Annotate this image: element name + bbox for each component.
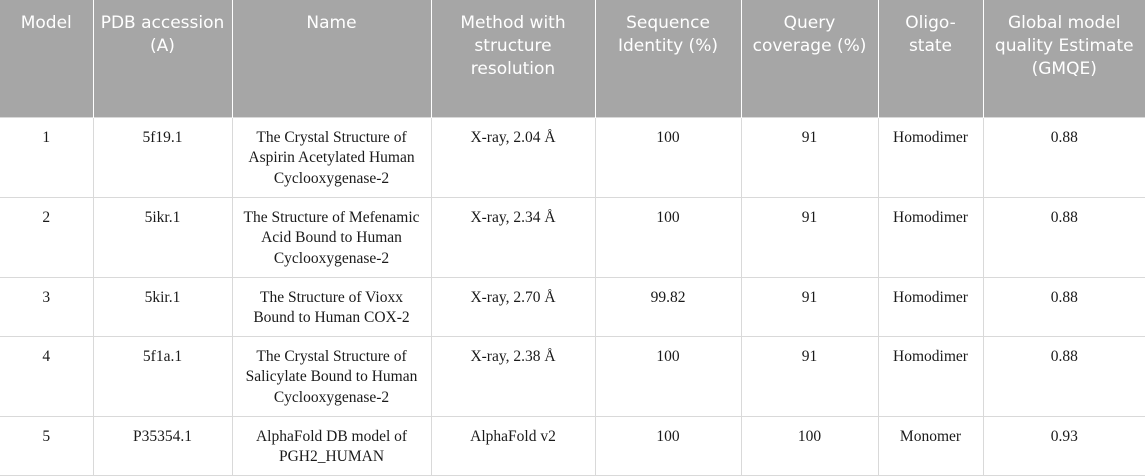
cell-gmqe: 0.88 [983,277,1145,336]
cell-sequence-identity: 99.82 [595,277,741,336]
cell-model: 5 [0,416,93,475]
cell-sequence-identity: 100 [595,117,741,197]
cell-oligo-state: Monomer [878,416,983,475]
cell-query-coverage: 91 [741,277,878,336]
header-query-coverage: Query coverage (%) [741,0,878,117]
cell-query-coverage: 91 [741,117,878,197]
cell-gmqe: 0.88 [983,336,1145,416]
table-row [0,336,1145,416]
cell-oligo-state: Homodimer [878,197,983,277]
header-oligo-state: Oligo-state [878,0,983,117]
cell-sequence-identity: 100 [595,336,741,416]
table-row [0,277,1145,336]
cell-pdb-accession: P35354.1 [93,416,232,475]
header-model: Model [0,0,93,117]
cell-name: AlphaFold DB model of PGH2_HUMAN [232,416,431,475]
cell-method: X-ray, 2.04 Å [431,117,595,197]
cell-method: X-ray, 2.70 Å [431,277,595,336]
cell-model: 4 [0,336,93,416]
cell-query-coverage: 91 [741,336,878,416]
cell-name: The Crystal Structure of Salicylate Bound to Human Cyclooxygenase-2 [232,336,431,416]
cell-gmqe: 0.88 [983,117,1145,197]
cell-pdb-accession: 5kir.1 [93,277,232,336]
cell-model: 2 [0,197,93,277]
cell-oligo-state: Homodimer [878,117,983,197]
cell-sequence-identity: 100 [595,416,741,475]
cell-name: The Crystal Structure of Aspirin Acetylated Human Cyclooxygenase-2 [232,117,431,197]
cell-pdb-accession: 5f19.1 [93,117,232,197]
cell-name: The Structure of Mefenamic Acid Bound to Human Cyclooxygenase-2 [232,197,431,277]
header-name: Name [232,0,431,117]
cell-gmqe: 0.93 [983,416,1145,475]
cell-query-coverage: 91 [741,197,878,277]
table-row [0,117,1145,197]
cell-gmqe: 0.88 [983,197,1145,277]
table-row [0,197,1145,277]
header-sequence-identity: Sequence Identity (%) [595,0,741,117]
table-row [0,416,1145,475]
cell-sequence-identity: 100 [595,197,741,277]
header-row [0,0,1145,117]
cell-name: The Structure of Vioxx Bound to Human COX-2 [232,277,431,336]
cell-model: 3 [0,277,93,336]
cell-method: X-ray, 2.34 Å [431,197,595,277]
header-method: Method with structure resolution [431,0,595,117]
cell-oligo-state: Homodimer [878,336,983,416]
cell-pdb-accession: 5ikr.1 [93,197,232,277]
cell-method: X-ray, 2.38 Å [431,336,595,416]
cell-pdb-accession: 5f1a.1 [93,336,232,416]
cell-method: AlphaFold v2 [431,416,595,475]
header-pdb-accession: PDB accession (A) [93,0,232,117]
cell-query-coverage: 100 [741,416,878,475]
header-gmqe: Global model quality Estimate (GMQE) [983,0,1145,117]
cell-model: 1 [0,117,93,197]
cell-oligo-state: Homodimer [878,277,983,336]
